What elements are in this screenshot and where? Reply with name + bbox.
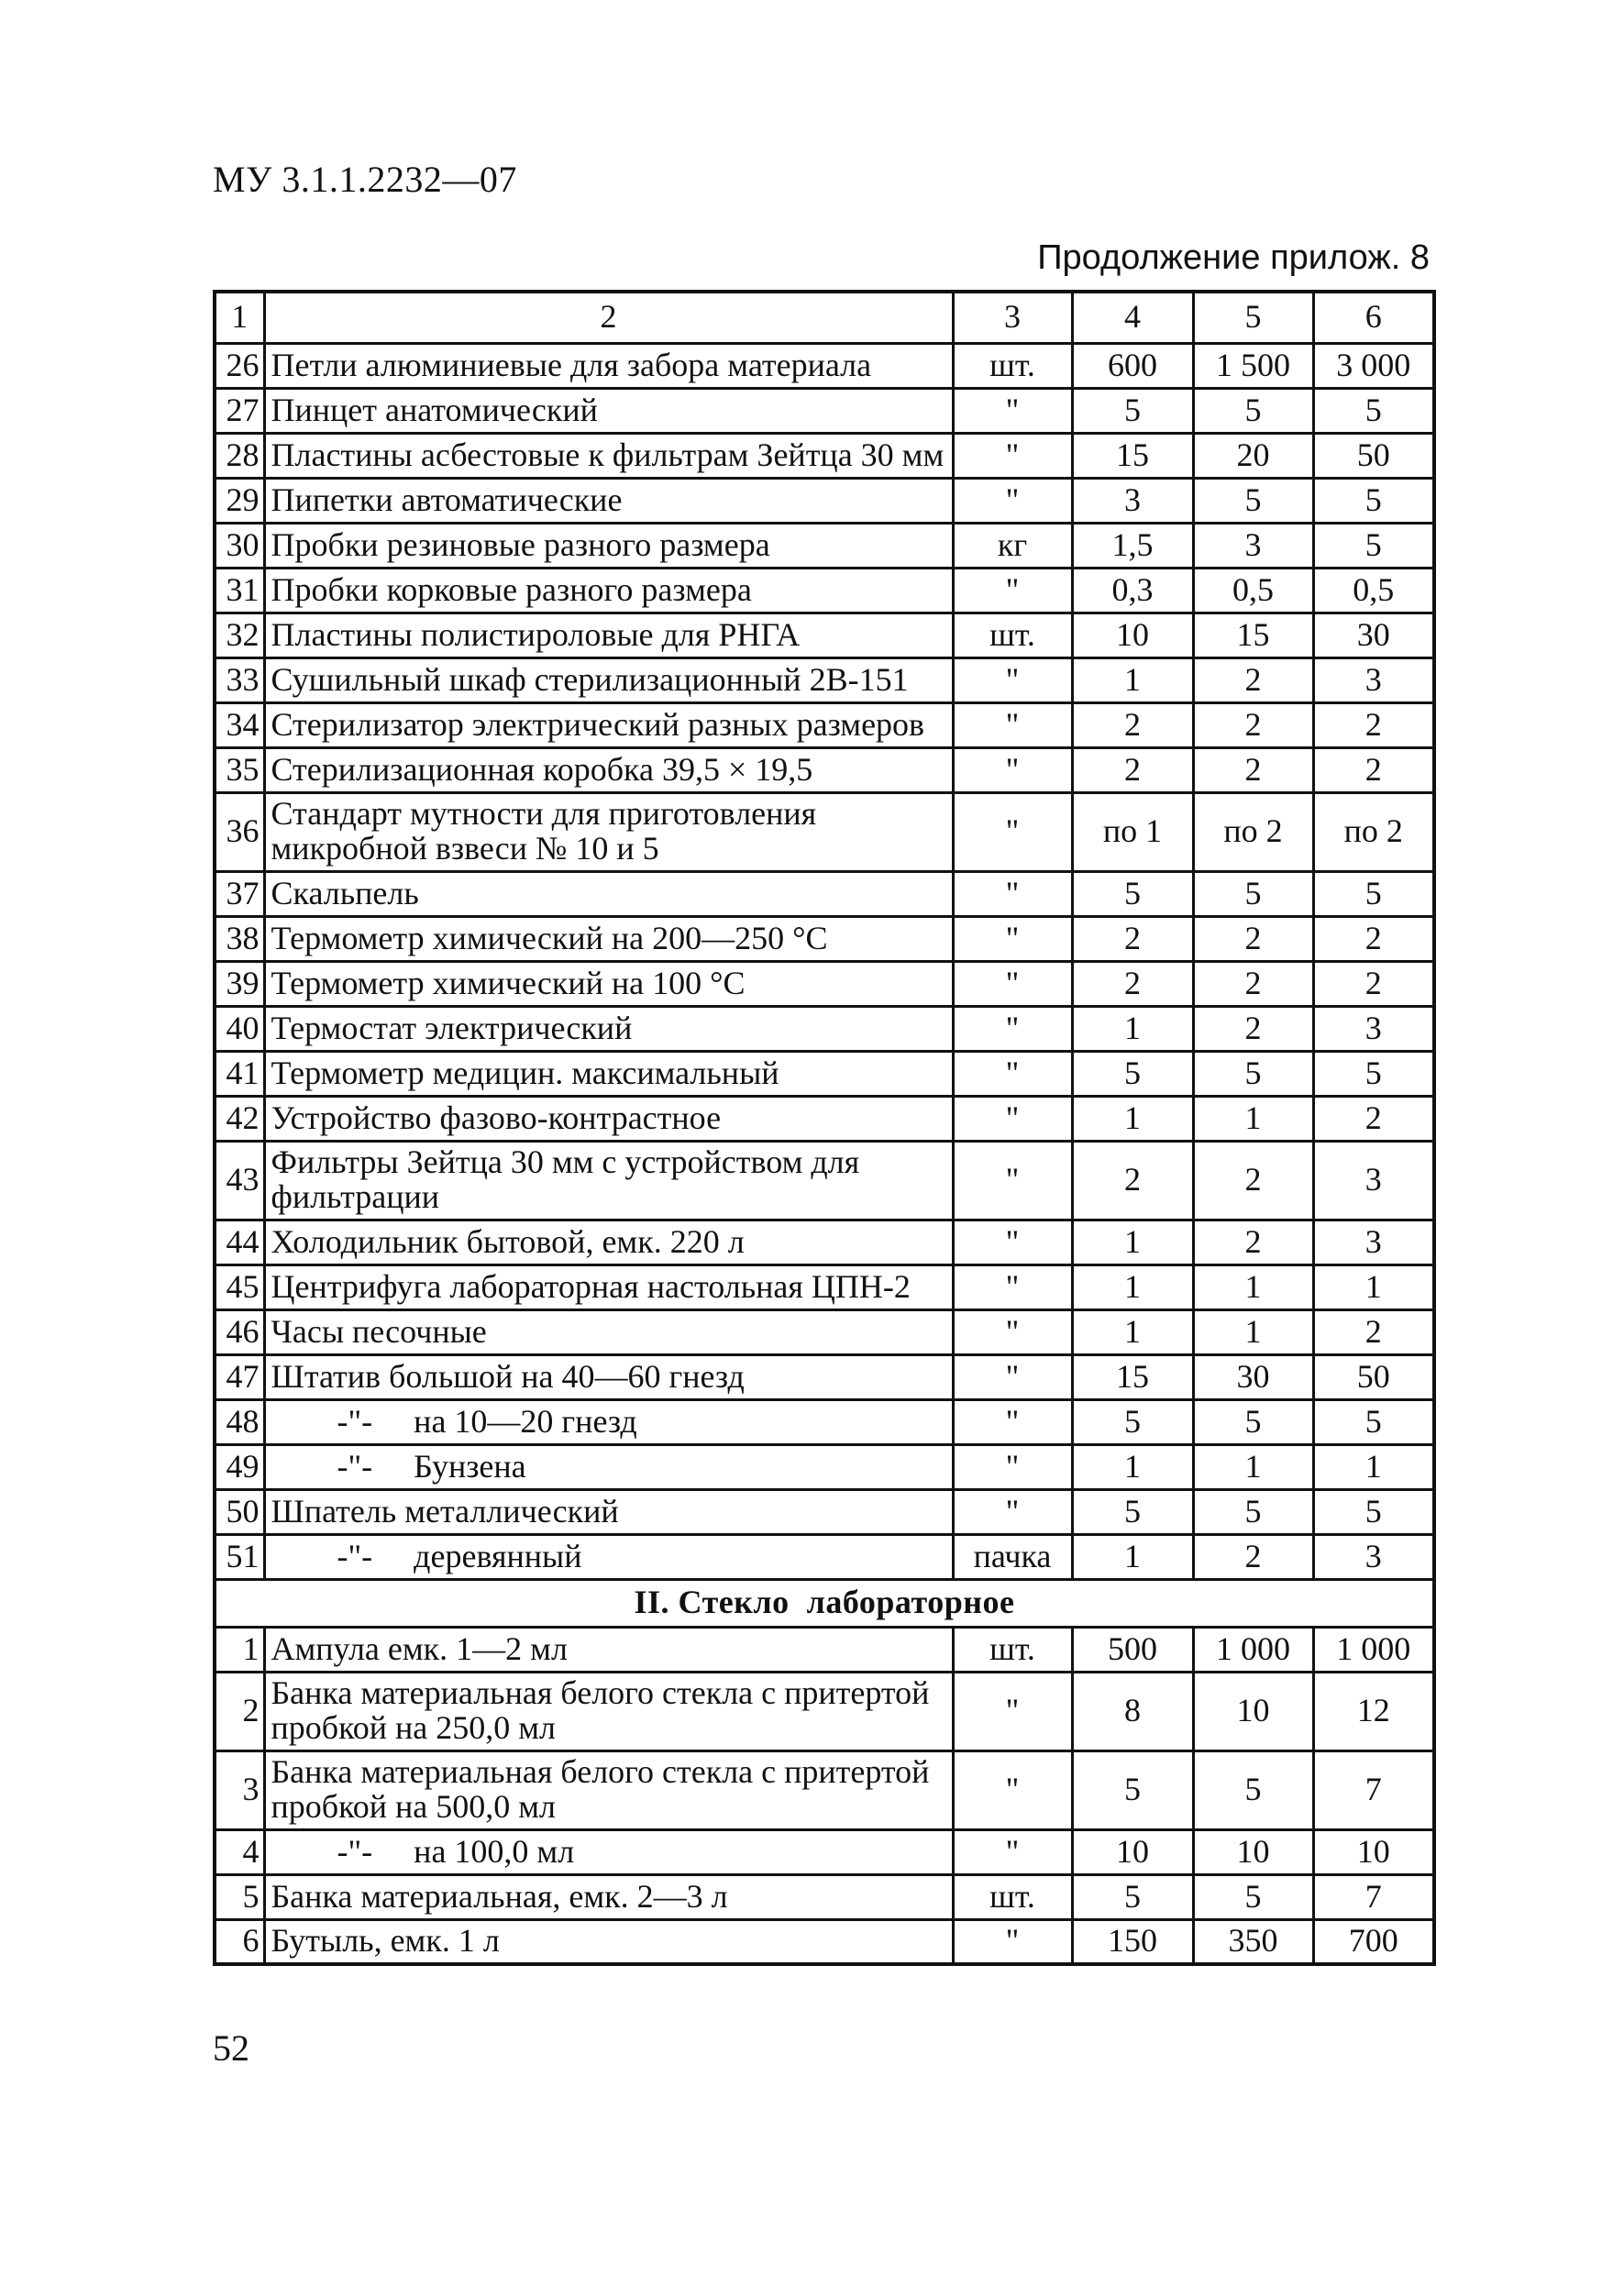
table-row: [215, 1096, 1434, 1141]
unit-cell: ": [953, 1829, 1072, 1874]
item-name-cell: Скальпель: [264, 871, 953, 916]
table-row: [215, 1354, 1434, 1399]
quantity-col4-cell: 600: [1072, 343, 1193, 388]
table-row: [215, 657, 1434, 702]
unit-cell: ": [953, 568, 1072, 613]
item-name-cell: Фильтры Зейтца 30 мм с устройством для фильтрации: [264, 1141, 953, 1220]
quantity-col4-cell: 5: [1072, 388, 1193, 433]
row-number-cell: 42: [215, 1096, 264, 1141]
quantity-col4-cell: 2: [1072, 1141, 1193, 1220]
quantity-col5-cell: 5: [1193, 1399, 1313, 1444]
quantity-col5-cell: 2: [1193, 1141, 1313, 1220]
row-number-cell: 45: [215, 1265, 264, 1309]
item-name-cell: Пинцет анатомический: [264, 388, 953, 433]
row-number-cell: 50: [215, 1489, 264, 1534]
row-number-cell: 43: [215, 1141, 264, 1220]
quantity-col6-cell: по 2: [1313, 792, 1434, 871]
table-row: [215, 961, 1434, 1006]
equipment-table: [213, 290, 1436, 1966]
row-number-cell: 5: [215, 1874, 264, 1919]
quantity-col5-cell: 5: [1193, 1750, 1313, 1829]
table-row: [215, 478, 1434, 523]
quantity-col5-cell: 3: [1193, 523, 1313, 568]
section-title: II. Стекло лабораторное: [215, 1579, 1434, 1627]
quantity-col5-cell: 2: [1193, 1534, 1313, 1579]
quantity-col5-cell: 5: [1193, 388, 1313, 433]
quantity-col6-cell: 5: [1313, 523, 1434, 568]
quantity-col4-cell: 1: [1072, 1534, 1193, 1579]
row-number-cell: 33: [215, 657, 264, 702]
quantity-col4-cell: 2: [1072, 961, 1193, 1006]
unit-cell: шт.: [953, 343, 1072, 388]
unit-cell: ": [953, 747, 1072, 792]
unit-cell: ": [953, 792, 1072, 871]
quantity-col5-cell: 0,5: [1193, 568, 1313, 613]
item-name-cell: -"- на 100,0 мл: [264, 1829, 953, 1874]
quantity-col4-cell: 1: [1072, 1444, 1193, 1489]
quantity-col5-cell: 5: [1193, 871, 1313, 916]
quantity-col6-cell: 0,5: [1313, 568, 1434, 613]
quantity-col6-cell: 1: [1313, 1444, 1434, 1489]
row-number-cell: 26: [215, 343, 264, 388]
quantity-col4-cell: 10: [1072, 613, 1193, 657]
quantity-col5-cell: 1: [1193, 1096, 1313, 1141]
quantity-col6-cell: 3: [1313, 657, 1434, 702]
column-header: 5: [1193, 292, 1313, 343]
row-number-cell: 2: [215, 1672, 264, 1750]
quantity-col5-cell: 1 500: [1193, 343, 1313, 388]
table-row: [215, 343, 1434, 388]
unit-cell: ": [953, 1444, 1072, 1489]
quantity-col6-cell: 5: [1313, 871, 1434, 916]
unit-cell: ": [953, 871, 1072, 916]
quantity-col4-cell: 15: [1072, 1354, 1193, 1399]
unit-cell: ": [953, 1399, 1072, 1444]
item-name-cell: Банка материальная, емк. 2—3 л: [264, 1874, 953, 1919]
item-name-cell: Сушильный шкаф стерилизационный 2В-151: [264, 657, 953, 702]
quantity-col5-cell: 1 000: [1193, 1627, 1313, 1672]
item-name-cell: Стерилизационная коробка 39,5 × 19,5: [264, 747, 953, 792]
table-row: [215, 1627, 1434, 1672]
quantity-col4-cell: 2: [1072, 702, 1193, 747]
column-header: 4: [1072, 292, 1193, 343]
quantity-col4-cell: 1: [1072, 1309, 1193, 1354]
item-name-cell: Термостат электрический: [264, 1006, 953, 1051]
unit-cell: ": [953, 702, 1072, 747]
unit-cell: ": [953, 961, 1072, 1006]
item-name-cell: Холодильник бытовой, емк. 220 л: [264, 1220, 953, 1265]
quantity-col6-cell: 3: [1313, 1534, 1434, 1579]
table-row: [215, 1141, 1434, 1220]
quantity-col5-cell: 20: [1193, 433, 1313, 478]
quantity-col6-cell: 2: [1313, 961, 1434, 1006]
table-row: [215, 1220, 1434, 1265]
quantity-col4-cell: 500: [1072, 1627, 1193, 1672]
quantity-col5-cell: 1: [1193, 1265, 1313, 1309]
item-name-cell: -"- на 10—20 гнезд: [264, 1399, 953, 1444]
continuation-caption: Продолжение прилож. 8: [1037, 238, 1430, 277]
row-number-cell: 38: [215, 916, 264, 961]
quantity-col4-cell: 5: [1072, 1051, 1193, 1096]
quantity-col5-cell: 10: [1193, 1672, 1313, 1750]
item-name-cell: Пипетки автоматические: [264, 478, 953, 523]
quantity-col5-cell: 1: [1193, 1309, 1313, 1354]
quantity-col5-cell: 2: [1193, 961, 1313, 1006]
quantity-col4-cell: 5: [1072, 1750, 1193, 1829]
unit-cell: ": [953, 1354, 1072, 1399]
row-number-cell: 34: [215, 702, 264, 747]
unit-cell: кг: [953, 523, 1072, 568]
table-row: [215, 613, 1434, 657]
quantity-col4-cell: 1: [1072, 1265, 1193, 1309]
item-name-cell: Пробки резиновые разного размера: [264, 523, 953, 568]
quantity-col6-cell: 30: [1313, 613, 1434, 657]
table-row: [215, 792, 1434, 871]
column-header: 2: [264, 292, 953, 343]
page-number: 52: [213, 2027, 249, 2069]
quantity-col4-cell: по 1: [1072, 792, 1193, 871]
table-row: [215, 1444, 1434, 1489]
row-number-cell: 28: [215, 433, 264, 478]
section-heading-row: [215, 1579, 1434, 1627]
unit-cell: ": [953, 1006, 1072, 1051]
item-name-cell: Бутыль, емк. 1 л: [264, 1919, 953, 1964]
table-row: [215, 1919, 1434, 1964]
unit-cell: шт.: [953, 1874, 1072, 1919]
unit-cell: ": [953, 916, 1072, 961]
column-header: 6: [1313, 292, 1434, 343]
quantity-col5-cell: 2: [1193, 747, 1313, 792]
row-number-cell: 44: [215, 1220, 264, 1265]
quantity-col6-cell: 7: [1313, 1750, 1434, 1829]
item-name-cell: Ампула емк. 1—2 мл: [264, 1627, 953, 1672]
row-number-cell: 6: [215, 1919, 264, 1964]
table-row: [215, 1672, 1434, 1750]
quantity-col4-cell: 15: [1072, 433, 1193, 478]
quantity-col4-cell: 1: [1072, 1006, 1193, 1051]
quantity-col6-cell: 3: [1313, 1006, 1434, 1051]
quantity-col6-cell: 10: [1313, 1829, 1434, 1874]
item-name-cell: Пластины асбестовые к фильтрам Зейтца 30 мм: [264, 433, 953, 478]
quantity-col6-cell: 5: [1313, 1399, 1434, 1444]
row-number-cell: 41: [215, 1051, 264, 1096]
item-name-cell: Банка материальная белого стекла с притертой пробкой на 250,0 мл: [264, 1672, 953, 1750]
table-row: [215, 1309, 1434, 1354]
item-name-cell: -"- деревянный: [264, 1534, 953, 1579]
item-name-cell: Шпатель металлический: [264, 1489, 953, 1534]
quantity-col4-cell: 1: [1072, 1220, 1193, 1265]
item-name-cell: Стерилизатор электрический разных размеров: [264, 702, 953, 747]
row-number-cell: 39: [215, 961, 264, 1006]
quantity-col4-cell: 0,3: [1072, 568, 1193, 613]
quantity-col4-cell: 5: [1072, 1399, 1193, 1444]
quantity-col4-cell: 5: [1072, 1489, 1193, 1534]
item-name-cell: Термометр химический на 200—250 °С: [264, 916, 953, 961]
item-name-cell: Термометр медицин. максимальный: [264, 1051, 953, 1096]
unit-cell: ": [953, 1489, 1072, 1534]
quantity-col5-cell: 5: [1193, 1051, 1313, 1096]
item-name-cell: Часы песочные: [264, 1309, 953, 1354]
quantity-col6-cell: 3: [1313, 1141, 1434, 1220]
unit-cell: ": [953, 1309, 1072, 1354]
unit-cell: ": [953, 1672, 1072, 1750]
unit-cell: ": [953, 1265, 1072, 1309]
quantity-col6-cell: 700: [1313, 1919, 1434, 1964]
table-row: [215, 1489, 1434, 1534]
table-row: [215, 916, 1434, 961]
quantity-col5-cell: 5: [1193, 1489, 1313, 1534]
unit-cell: ": [953, 1051, 1072, 1096]
row-number-cell: 27: [215, 388, 264, 433]
row-number-cell: 47: [215, 1354, 264, 1399]
table-row: [215, 568, 1434, 613]
table-row: [215, 433, 1434, 478]
table-row: [215, 1006, 1434, 1051]
table-row: [215, 523, 1434, 568]
row-number-cell: 3: [215, 1750, 264, 1829]
quantity-col5-cell: по 2: [1193, 792, 1313, 871]
quantity-col4-cell: 1: [1072, 657, 1193, 702]
row-number-cell: 35: [215, 747, 264, 792]
table-row: [215, 702, 1434, 747]
quantity-col6-cell: 2: [1313, 702, 1434, 747]
quantity-col6-cell: 3: [1313, 1220, 1434, 1265]
unit-cell: ": [953, 1141, 1072, 1220]
column-header: 3: [953, 292, 1072, 343]
row-number-cell: 48: [215, 1399, 264, 1444]
unit-cell: ": [953, 1096, 1072, 1141]
table-row: [215, 388, 1434, 433]
quantity-col5-cell: 5: [1193, 1874, 1313, 1919]
row-number-cell: 40: [215, 1006, 264, 1051]
unit-cell: ": [953, 657, 1072, 702]
quantity-col4-cell: 5: [1072, 871, 1193, 916]
row-number-cell: 31: [215, 568, 264, 613]
quantity-col6-cell: 5: [1313, 478, 1434, 523]
table-row: [215, 747, 1434, 792]
row-number-cell: 1: [215, 1627, 264, 1672]
table-row: [215, 1265, 1434, 1309]
quantity-col6-cell: 2: [1313, 1096, 1434, 1141]
quantity-col6-cell: 5: [1313, 1489, 1434, 1534]
quantity-col6-cell: 50: [1313, 433, 1434, 478]
row-number-cell: 49: [215, 1444, 264, 1489]
quantity-col6-cell: 7: [1313, 1874, 1434, 1919]
row-number-cell: 46: [215, 1309, 264, 1354]
unit-cell: пачка: [953, 1534, 1072, 1579]
item-name-cell: Пластины полистироловые для РНГА: [264, 613, 953, 657]
quantity-col5-cell: 2: [1193, 702, 1313, 747]
row-number-cell: 37: [215, 871, 264, 916]
quantity-col5-cell: 2: [1193, 916, 1313, 961]
quantity-col6-cell: 3 000: [1313, 343, 1434, 388]
column-header: 1: [215, 292, 264, 343]
table-row: [215, 1874, 1434, 1919]
unit-cell: ": [953, 1919, 1072, 1964]
quantity-col6-cell: 2: [1313, 747, 1434, 792]
item-name-cell: Центрифуга лабораторная настольная ЦПН-2: [264, 1265, 953, 1309]
quantity-col5-cell: 15: [1193, 613, 1313, 657]
row-number-cell: 32: [215, 613, 264, 657]
unit-cell: ": [953, 388, 1072, 433]
unit-cell: ": [953, 1750, 1072, 1829]
unit-cell: шт.: [953, 1627, 1072, 1672]
quantity-col5-cell: 30: [1193, 1354, 1313, 1399]
item-name-cell: Петли алюминиевые для забора материала: [264, 343, 953, 388]
quantity-col4-cell: 2: [1072, 747, 1193, 792]
row-number-cell: 30: [215, 523, 264, 568]
quantity-col6-cell: 50: [1313, 1354, 1434, 1399]
table-body: [215, 292, 1434, 1964]
quantity-col4-cell: 5: [1072, 1874, 1193, 1919]
quantity-col4-cell: 2: [1072, 916, 1193, 961]
table-row: [215, 1750, 1434, 1829]
quantity-col5-cell: 350: [1193, 1919, 1313, 1964]
item-name-cell: Термометр химический на 100 °С: [264, 961, 953, 1006]
quantity-col6-cell: 12: [1313, 1672, 1434, 1750]
item-name-cell: Банка материальная белого стекла с притертой пробкой на 500,0 мл: [264, 1750, 953, 1829]
item-name-cell: Пробки корковые разного размера: [264, 568, 953, 613]
unit-cell: ": [953, 478, 1072, 523]
table-row: [215, 1534, 1434, 1579]
unit-cell: шт.: [953, 613, 1072, 657]
quantity-col5-cell: 2: [1193, 657, 1313, 702]
document-code: МУ 3.1.1.2232—07: [213, 159, 517, 200]
quantity-col6-cell: 1: [1313, 1265, 1434, 1309]
quantity-col5-cell: 5: [1193, 478, 1313, 523]
quantity-col4-cell: 1: [1072, 1096, 1193, 1141]
quantity-col6-cell: 2: [1313, 1309, 1434, 1354]
quantity-col4-cell: 10: [1072, 1829, 1193, 1874]
quantity-col4-cell: 1,5: [1072, 523, 1193, 568]
table-row: [215, 871, 1434, 916]
quantity-col5-cell: 1: [1193, 1444, 1313, 1489]
row-number-cell: 51: [215, 1534, 264, 1579]
quantity-col4-cell: 150: [1072, 1919, 1193, 1964]
table-row: [215, 1051, 1434, 1096]
row-number-cell: 36: [215, 792, 264, 871]
item-name-cell: Стандарт мутности для приготовления микробной взвеси № 10 и 5: [264, 792, 953, 871]
quantity-col4-cell: 3: [1072, 478, 1193, 523]
quantity-col4-cell: 8: [1072, 1672, 1193, 1750]
quantity-col5-cell: 10: [1193, 1829, 1313, 1874]
quantity-col6-cell: 5: [1313, 1051, 1434, 1096]
item-name-cell: Штатив большой на 40—60 гнезд: [264, 1354, 953, 1399]
quantity-col6-cell: 5: [1313, 388, 1434, 433]
quantity-col6-cell: 2: [1313, 916, 1434, 961]
unit-cell: ": [953, 433, 1072, 478]
item-name-cell: -"- Бунзена: [264, 1444, 953, 1489]
table-header-row: [215, 292, 1434, 343]
row-number-cell: 4: [215, 1829, 264, 1874]
quantity-col5-cell: 2: [1193, 1006, 1313, 1051]
table-row: [215, 1399, 1434, 1444]
row-number-cell: 29: [215, 478, 264, 523]
table-row: [215, 1829, 1434, 1874]
unit-cell: ": [953, 1220, 1072, 1265]
quantity-col6-cell: 1 000: [1313, 1627, 1434, 1672]
quantity-col5-cell: 2: [1193, 1220, 1313, 1265]
item-name-cell: Устройство фазово-контрастное: [264, 1096, 953, 1141]
